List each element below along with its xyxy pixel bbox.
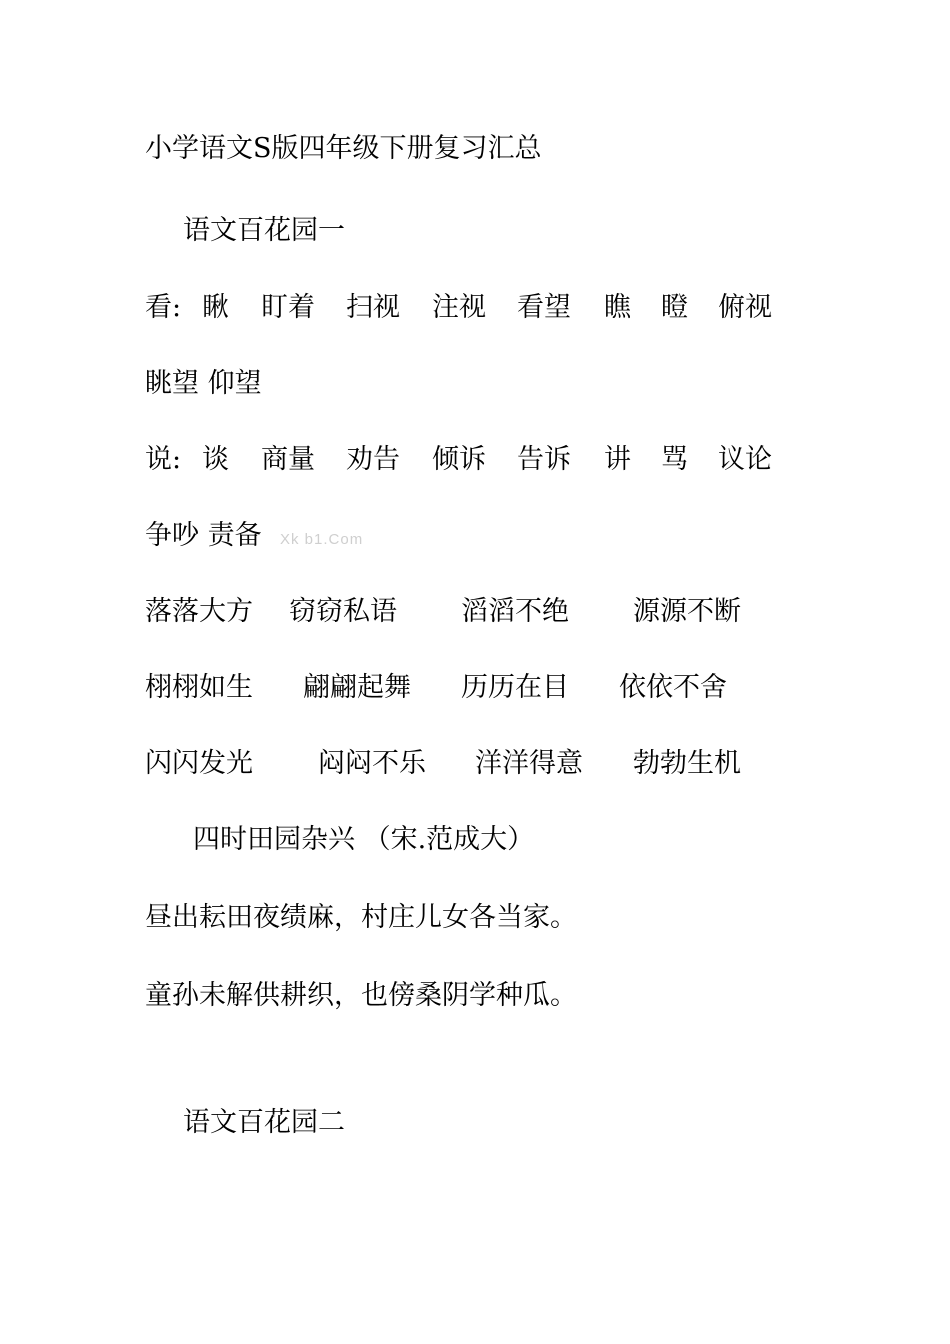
idiom: 历历在目 (461, 672, 569, 703)
look-word: 瞧 (604, 292, 631, 323)
look-word: 俯视 (718, 292, 772, 323)
idiom: 滔滔不绝 (461, 596, 569, 627)
say-word: 劝告 (346, 444, 400, 475)
say-word: 倾诉 (432, 444, 486, 475)
look-word: 盯着 (261, 292, 315, 323)
watermark-text: Xk b1.Com (280, 531, 364, 548)
look-word: 注视 (432, 292, 486, 323)
poem-title: 四时田园杂兴 （宋.范成大） (193, 824, 535, 855)
say-word: 讲 (604, 444, 631, 475)
idiom: 洋洋得意 (475, 748, 583, 779)
section-heading-1: 语文百花园一 (183, 215, 345, 246)
idiom: 依依不舍 (619, 672, 727, 703)
say-word: 骂 (661, 444, 688, 475)
poem-line: 昼出耘田夜绩麻，村庄儿女各当家。 (145, 902, 577, 933)
idiom: 源源不断 (633, 596, 741, 627)
idiom: 落落大方 (145, 596, 253, 627)
idiom: 窃窃私语 (289, 596, 397, 627)
say-word: 谈 (202, 444, 229, 475)
look-word: 瞪 (661, 292, 688, 323)
document-title: 小学语文S版四年级下册复习汇总 (145, 133, 542, 164)
say-word: 议论 (718, 444, 772, 475)
look-word: 看望 (517, 292, 571, 323)
idiom: 闪闪发光 (145, 748, 253, 779)
say-label: 说: (145, 444, 182, 475)
idiom: 闷闷不乐 (318, 748, 426, 779)
idiom: 栩栩如生 (145, 672, 253, 703)
say-word: 告诉 (517, 444, 571, 475)
look-label: 看: (145, 292, 182, 323)
look-word: 瞅 (202, 292, 229, 323)
idiom: 勃勃生机 (633, 748, 741, 779)
say-words-continuation: 争吵 责备 (145, 520, 262, 551)
idiom: 翩翩起舞 (303, 672, 411, 703)
look-word: 扫视 (346, 292, 400, 323)
poem-line: 童孙未解供耕织，也傍桑阴学种瓜。 (145, 980, 577, 1011)
say-word: 商量 (261, 444, 315, 475)
look-words-continuation: 眺望 仰望 (145, 368, 262, 399)
section-heading-2: 语文百花园二 (183, 1107, 345, 1138)
